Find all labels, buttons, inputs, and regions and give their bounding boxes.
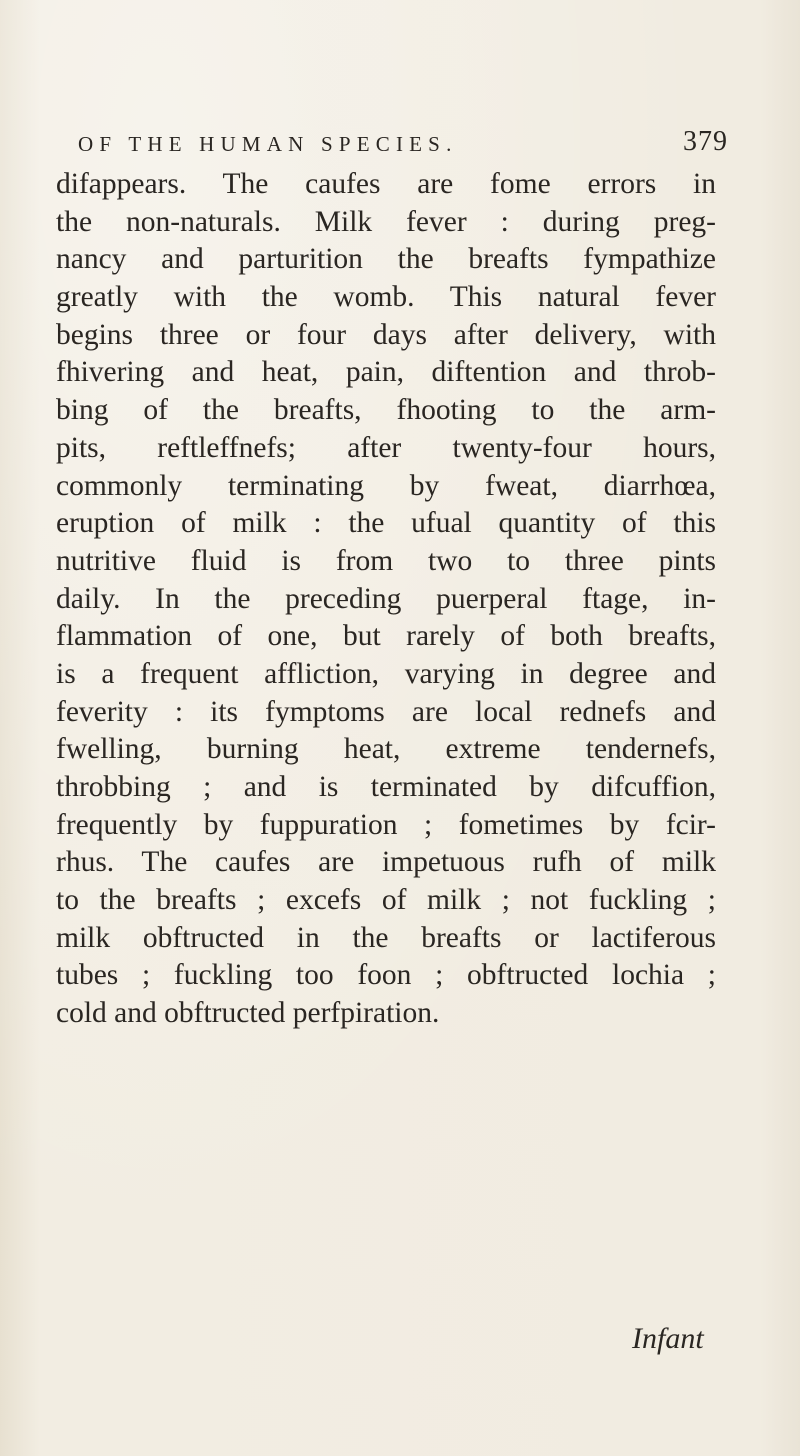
text-line: cold and obftructed perfpiration. [56, 997, 440, 1030]
text-line: pits, reftleffnefs; after twenty-four hours, [56, 431, 716, 464]
text-line: tubes ; fuckling too foon ; obftructed lochia ; [56, 959, 716, 992]
text-line: daily. In the preceding puerperal ftage, in- [56, 582, 716, 615]
text-line: fwelling, burning heat, extreme tendernefs, [56, 733, 716, 766]
text-line: begins three or four days after delivery, with [56, 318, 716, 351]
text-line: to the breafts ; excefs of milk ; not fuckling ; [56, 884, 716, 917]
text-line: rhus. The caufes are impetuous rufh of milk [56, 846, 716, 879]
text-line: is a frequent affliction, varying in degree and [56, 657, 716, 690]
running-title: OF THE HUMAN SPECIES. [78, 132, 458, 156]
text-line: commonly terminating by fweat, diarrhœa, [56, 469, 716, 502]
text-line: nancy and parturition the breafts fympathize [56, 243, 716, 276]
text-line: nutritive fluid is from two to three pints [56, 544, 716, 577]
page-number: 379 [683, 126, 728, 157]
text-line: bing of the breafts, fhooting to the arm- [56, 394, 716, 427]
text-line: milk obftructed in the breafts or lactiferous [56, 921, 716, 954]
text-line: the non-naturals. Milk fever : during preg- [56, 205, 716, 238]
text-line: fhivering and heat, pain, diftention and throb- [56, 356, 716, 389]
text-line: frequently by fuppuration ; fometimes by fcir- [56, 808, 716, 841]
text-line: feverity : its fymptoms are local rednefs and [56, 695, 716, 728]
text-line: flammation of one, but rarely of both breafts, [56, 620, 716, 653]
text-line: greatly with the womb. This natural fever [56, 281, 716, 314]
text-line: eruption of milk : the ufual quantity of this [56, 507, 716, 540]
body-text [56, 166, 716, 1033]
text-line: difappears. The caufes are fome errors in [56, 168, 716, 200]
catchword: Infant [632, 1322, 704, 1355]
text-line: throbbing ; and is terminated by difcuffion, [56, 771, 716, 803]
